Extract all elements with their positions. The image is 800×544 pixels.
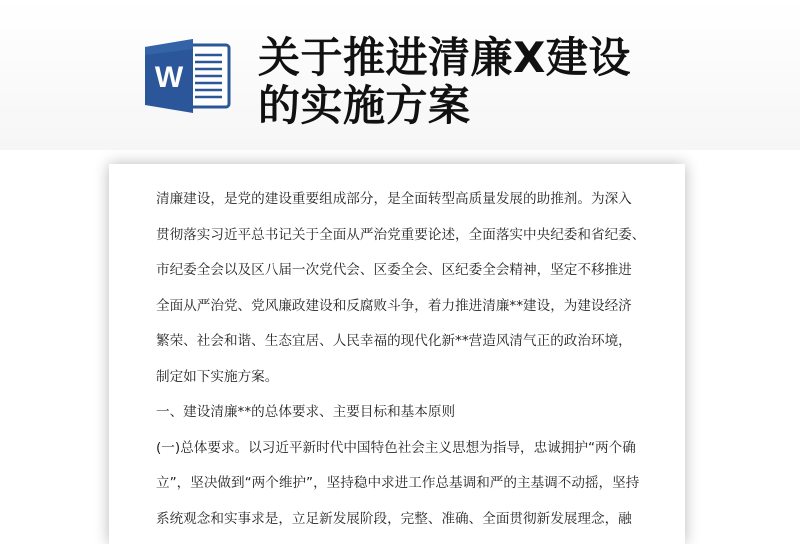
- header-banner: [0, 0, 800, 150]
- body-line: 立”，坚决做到“两个维护”，坚持稳中求进工作总基调和严的主基调不动摇，坚持: [156, 475, 640, 491]
- body-line: 全面从严治党、党风廉政建设和反腐败斗争，着力推进清廉**建设，为建设经济: [156, 297, 632, 314]
- body-line: 繁荣、社会和谐、生态宜居、人民幸福的现代化新**营造风清气正的政治环境，: [156, 333, 632, 349]
- title-line-1: 关于推进清廉X建设: [258, 33, 631, 82]
- word-icon-letter: W: [154, 61, 184, 94]
- section-heading: 一、建设清廉**的总体要求、主要目标和基本原则: [156, 404, 456, 420]
- body-line: (一)总体要求。以习近平新时代中国特色社会主义思想为指导，忠诚拥护“两个确: [156, 439, 636, 456]
- document-body: [156, 182, 660, 537]
- body-line: 清廉建设，是党的建设重要组成部分，是全面转型高质量发展的助推剂。为深入: [156, 191, 632, 207]
- body-line: 制定如下实施方案。: [156, 368, 279, 385]
- body-line: 市纪委全会以及区八届一次党代会、区委全会、区纪委全会精神，坚定不移推进: [156, 262, 632, 278]
- title-line-2: 的实施方案: [258, 81, 471, 130]
- word-document-icon: [143, 37, 233, 115]
- body-line: 贯彻落实习近平总书记关于全面从严治党重要论述，全面落实中央纪委和省纪委、: [156, 226, 646, 243]
- body-line: 系统观念和实事求是，立足新发展阶段，完整、准确、全面贯彻新发展理念，融: [156, 510, 632, 527]
- page-title: [258, 34, 778, 130]
